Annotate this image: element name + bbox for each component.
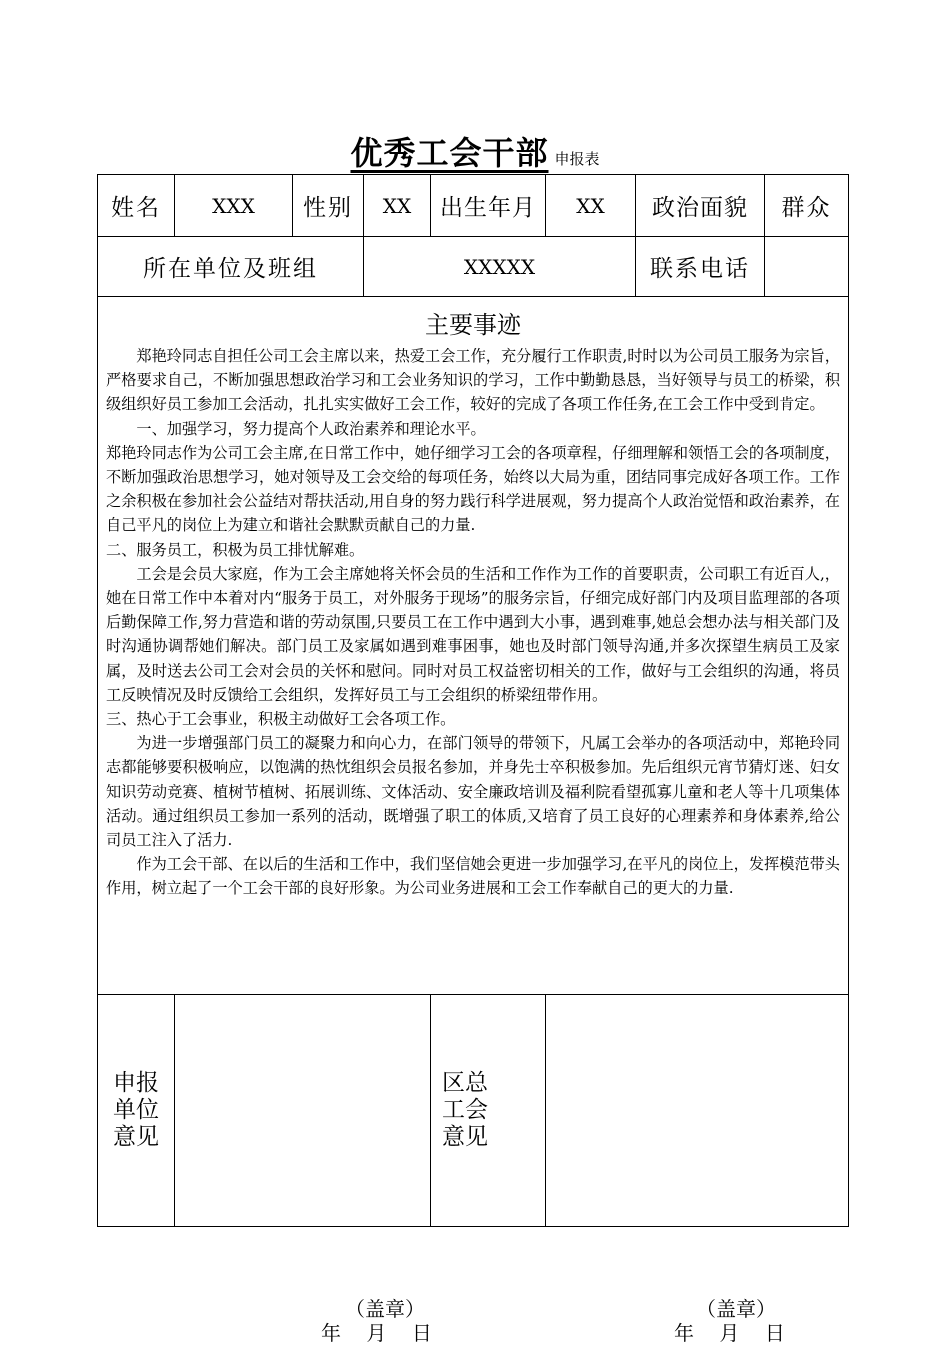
title-main: 优秀工会干部: [350, 134, 549, 172]
union-opinion-field[interactable]: [546, 995, 849, 1345]
form-title: [0, 128, 950, 174]
deeds-paragraph: 作为工会干部、在以后的生活和工作中，我们坚信她会更进一步加强学习,在平凡的岗位上，发挥模范带头作用，树立起了一个工会干部的良好形象。为公司业务进展和工会工作奉献自己的更大的力量.: [106, 855, 840, 898]
date-placeholder: 年 月 日: [674, 1320, 785, 1345]
applicant-opinion-field[interactable]: [175, 995, 432, 1345]
deeds-paragraph: 郑艳玲同志自担任公司工会主席以来，热爱工会工作，充分履行工作职责,时时以为公司员工服务为宗旨，严格要求自己，不断加强思想政治学习和工会业务知识的学习，工作中勤勤恳恳，当好领导与员工的桥梁，积级组织好员工参加工会活动，扎扎实实做好工会工作，较好的完成了各项工作任务,在工会工作中受到肯定。: [106, 347, 840, 414]
unit-value[interactable]: XXXXX: [364, 237, 636, 297]
deeds-heading: 主要事迹: [425, 311, 521, 339]
gender-value[interactable]: XX: [364, 175, 431, 237]
union-opinion-label: [431, 995, 546, 1227]
politics-label: 政治面貌: [636, 175, 765, 237]
applicant-opinion-label: [98, 995, 175, 1227]
phone-label: 联系电话: [636, 237, 765, 297]
opinion-label-line: 意见: [113, 1124, 159, 1150]
opinion-label-line: 意见: [442, 1124, 488, 1150]
birth-value[interactable]: XX: [546, 175, 636, 237]
date-placeholder: 年 月 日: [321, 1320, 432, 1345]
birth-label: 出生年月: [431, 175, 546, 237]
deeds-section-heading: 三、热心于工会事业，积极主动做好工会各项工作。: [106, 710, 456, 729]
phone-value[interactable]: [765, 237, 849, 297]
application-form: [97, 174, 849, 1345]
deeds-section-heading: 二、服务员工，积极为员工排忧解难。: [106, 540, 365, 559]
gender-label: 性别: [293, 175, 364, 237]
seal-placeholder: （盖章）: [345, 1296, 425, 1321]
name-value[interactable]: XXX: [175, 175, 293, 237]
deeds-section-heading: 一、加强学习，努力提高个人政治素养和理论水平。: [136, 419, 486, 438]
opinion-label-line: 区总: [442, 1070, 488, 1096]
deeds-paragraph: 为进一步增强部门员工的凝聚力和向心力，在部门领导的带领下，凡属工会举办的各项活动中，郑艳玲同志都能够要积极响应，以饱满的热忱组织会员报名参加，并身先士卒积极参加。先后组织元宵节猜灯迷、妇女知识劳动竞赛、植树节植树、拓展训练、文体活动、安全廉政培训及福利院看望孤寡儿童和老人等十几项集体活动。通过组织员工参加一系列的活动，既增强了职工的体质,又培育了员工良好的心理素养和身体素养,给公司员工注入了活力.: [106, 734, 840, 850]
deeds-cell: [98, 297, 849, 995]
opinion-label-line: 单位: [113, 1097, 159, 1123]
opinion-label-line: 申报: [113, 1070, 159, 1096]
politics-value[interactable]: 群众: [765, 175, 849, 237]
unit-label: 所在单位及班组: [98, 237, 364, 297]
deeds-paragraph: 工会是会员大家庭，作为工会主席她将关怀会员的生活和工作作为工作的首要职责，公司职工有近百人,，她在日常工作中本着对内“服务于员工，对外服务于现场”的服务宗旨，仔细完成好部门内及项目监理部的各项后勤保障工作,努力营造和谐的劳动氛围,只要员工在工作中遇到大小事，遇到难事,她总会想办法与相关部门及时沟通协调帮她们解决。部门员工及家属如遇到难事困事，她也及时部门领导沟通,并多次探望生病员工及家属，及时送去公司工会对会员的关怀和慰问。同时对员工权益密切相关的工作，做好与工会组织的沟通，将员工反映情况及时反馈给工会组织，发挥好员工与工会组织的桥梁纽带作用。: [106, 564, 840, 704]
name-label: 姓名: [98, 175, 175, 237]
seal-placeholder: （盖章）: [696, 1296, 776, 1321]
deeds-paragraph: 郑艳玲同志作为公司工会主席,在日常工作中，她仔细学习工会的各项章程，仔细理解和领悟工会的各项制度，不断加强政治思想学习，她对领导及工会交给的每项任务，始终以大局为重，团结同事完成好各项工作。工作之余积极在参加社会公益结对帮扶活动,用自身的努力践行科学进展观，努力提高个人政治觉悟和政治素养，在自己平凡的岗位上为建立和谐社会默默贡献自己的力量.: [106, 443, 840, 535]
title-sub: 申报表: [554, 150, 600, 168]
opinion-label-line: 工会: [442, 1097, 488, 1123]
